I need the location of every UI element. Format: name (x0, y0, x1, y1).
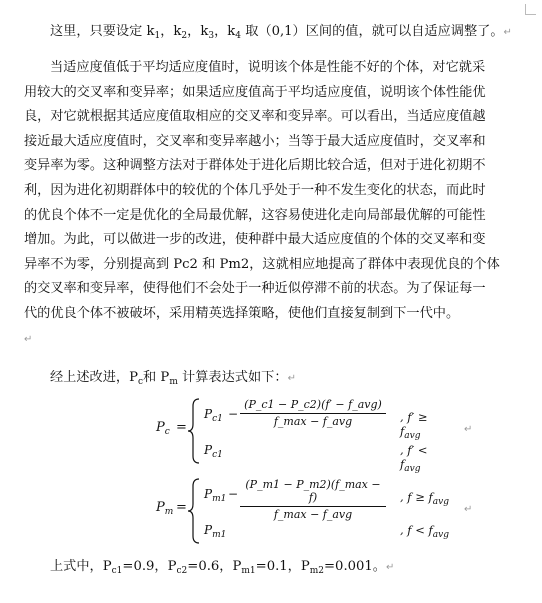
subscript: 2 (181, 31, 188, 41)
case1-term: $P_{c1}$ (204, 407, 223, 424)
text-line: 代的优良个体不被破坏，采用精英选择策略，使他们直接复制到下一代中。 (24, 305, 460, 321)
text-line: 增加。为此，可以做进一步的改进，使种群中最大适应度值的个体的交叉率和变 (24, 232, 486, 248)
minus-sign: − (228, 487, 239, 501)
case1-term: $P_{m1}$ (204, 487, 227, 504)
equals-sign: = (176, 500, 187, 515)
fraction-denominator: f_max − f_avg (273, 415, 353, 428)
fraction-numerator: (P_m1 − P_m2)(f_max − f) (240, 478, 386, 507)
text-line: 接近最大适应度值时，交叉率和变异率越小；当等于最大适应度值时，交叉率和 (24, 133, 486, 149)
text-run: 和 P (143, 370, 170, 385)
text-line: 的优良个体不一定是优化的全局最优解，这容易使进化走向局部最优解的可能性 (24, 207, 486, 223)
paragraph-adaptive-explanation (24, 56, 520, 352)
formula-lhs: $P_c$ (156, 420, 170, 437)
paragraph-parameter-values (24, 555, 520, 581)
subscript: 1 (154, 31, 161, 41)
subscript: m2 (309, 566, 324, 576)
paragraph-k-params (24, 20, 520, 46)
text-run: 上式中，P (50, 559, 112, 574)
subscript: c2 (176, 566, 188, 576)
formula-pc (150, 398, 473, 474)
fraction-denominator: f_max − f_avg (273, 508, 353, 521)
subscript: c1 (111, 566, 123, 576)
text-line: 的交叉率和变异率，使得他们不会处于一种近似停滞不前的状态。为了保证每一 (24, 281, 486, 297)
text-line: 利，因为进化初期群体中的较优的个体几乎处于一种不发生变化的状态，而此时 (24, 182, 486, 198)
paragraph-mark: ↵ (464, 504, 473, 515)
case1-condition: , $f \ge f_{avg}$ (400, 490, 449, 507)
text-line: 异率不为零，分别提高到 Pc2 和 Pm2，这就相应地提高了群体中表现优良的个体 (24, 256, 500, 272)
text-run: ，k (214, 24, 236, 39)
fraction (240, 398, 386, 428)
text-run: 经上述改进，P (50, 370, 138, 385)
subscript: 3 (208, 31, 215, 41)
paragraph-mark: ↵ (24, 333, 33, 345)
paragraph-mark: ↵ (386, 562, 395, 573)
text-run: 这里，只要设定 k (50, 24, 155, 39)
page-corner-mark (525, 4, 536, 15)
fraction (240, 478, 386, 521)
equals-sign: = (176, 420, 187, 435)
case2-condition: , $f < f_{avg}$ (400, 523, 449, 540)
text-run: =0.9，P (122, 559, 177, 574)
text-run: =0.6，P (187, 559, 242, 574)
text-run: ，k (160, 24, 182, 39)
case2-term: $P_{c1}$ (204, 443, 223, 460)
case2-condition: , $f' < f_{avg}$ (400, 443, 428, 474)
text-run: 取（0,1）区间的值，就可以自适应调整了。 (241, 24, 504, 39)
text-run: 计算表达式如下： (177, 370, 288, 385)
subscript: m1 (241, 566, 256, 576)
formula-pm (150, 478, 473, 544)
subscript: m (169, 377, 178, 387)
text-line: 良，对它就根据其适应度值取相应的交叉率和变异率。可以看出，当适应度值越 (24, 109, 486, 125)
subscript: c (138, 377, 144, 387)
case2-term: $P_{m1}$ (204, 523, 227, 540)
paragraph-mark: ↵ (287, 373, 296, 384)
paragraph-mark: ↵ (464, 424, 473, 435)
paragraph-mark: ↵ (503, 27, 512, 38)
text-line (24, 555, 520, 581)
subscript: 4 (235, 31, 241, 41)
text-line: 当适应度值低于平均适应度值时，说明该个体是性能不好的个体，对它就采 (50, 60, 486, 75)
left-brace (187, 398, 201, 464)
text-line: 变异率为零。这种调整方法对于群体处于进化后期比较合适，但对于进化初期不 (24, 158, 486, 174)
paragraph-formula-intro (24, 366, 520, 392)
text-run: =0.1，P (255, 559, 310, 574)
formula-lhs: $P_m$ (156, 500, 174, 517)
case1-condition: , $f' \ge f_{avg}$ (400, 410, 428, 441)
text-line (24, 366, 520, 392)
text-line (24, 20, 520, 46)
fraction-numerator: (P_c1 − P_c2)(f′ − f_avg) (240, 398, 386, 414)
text-run: ，k (187, 24, 209, 39)
text-run: =0.001。 (324, 559, 386, 574)
text-line: 用较大的交叉率和变异率；如果适应度值高于平均适应度值，说明该个体性能优 (24, 84, 486, 100)
left-brace (187, 478, 201, 544)
minus-sign: − (228, 407, 239, 421)
